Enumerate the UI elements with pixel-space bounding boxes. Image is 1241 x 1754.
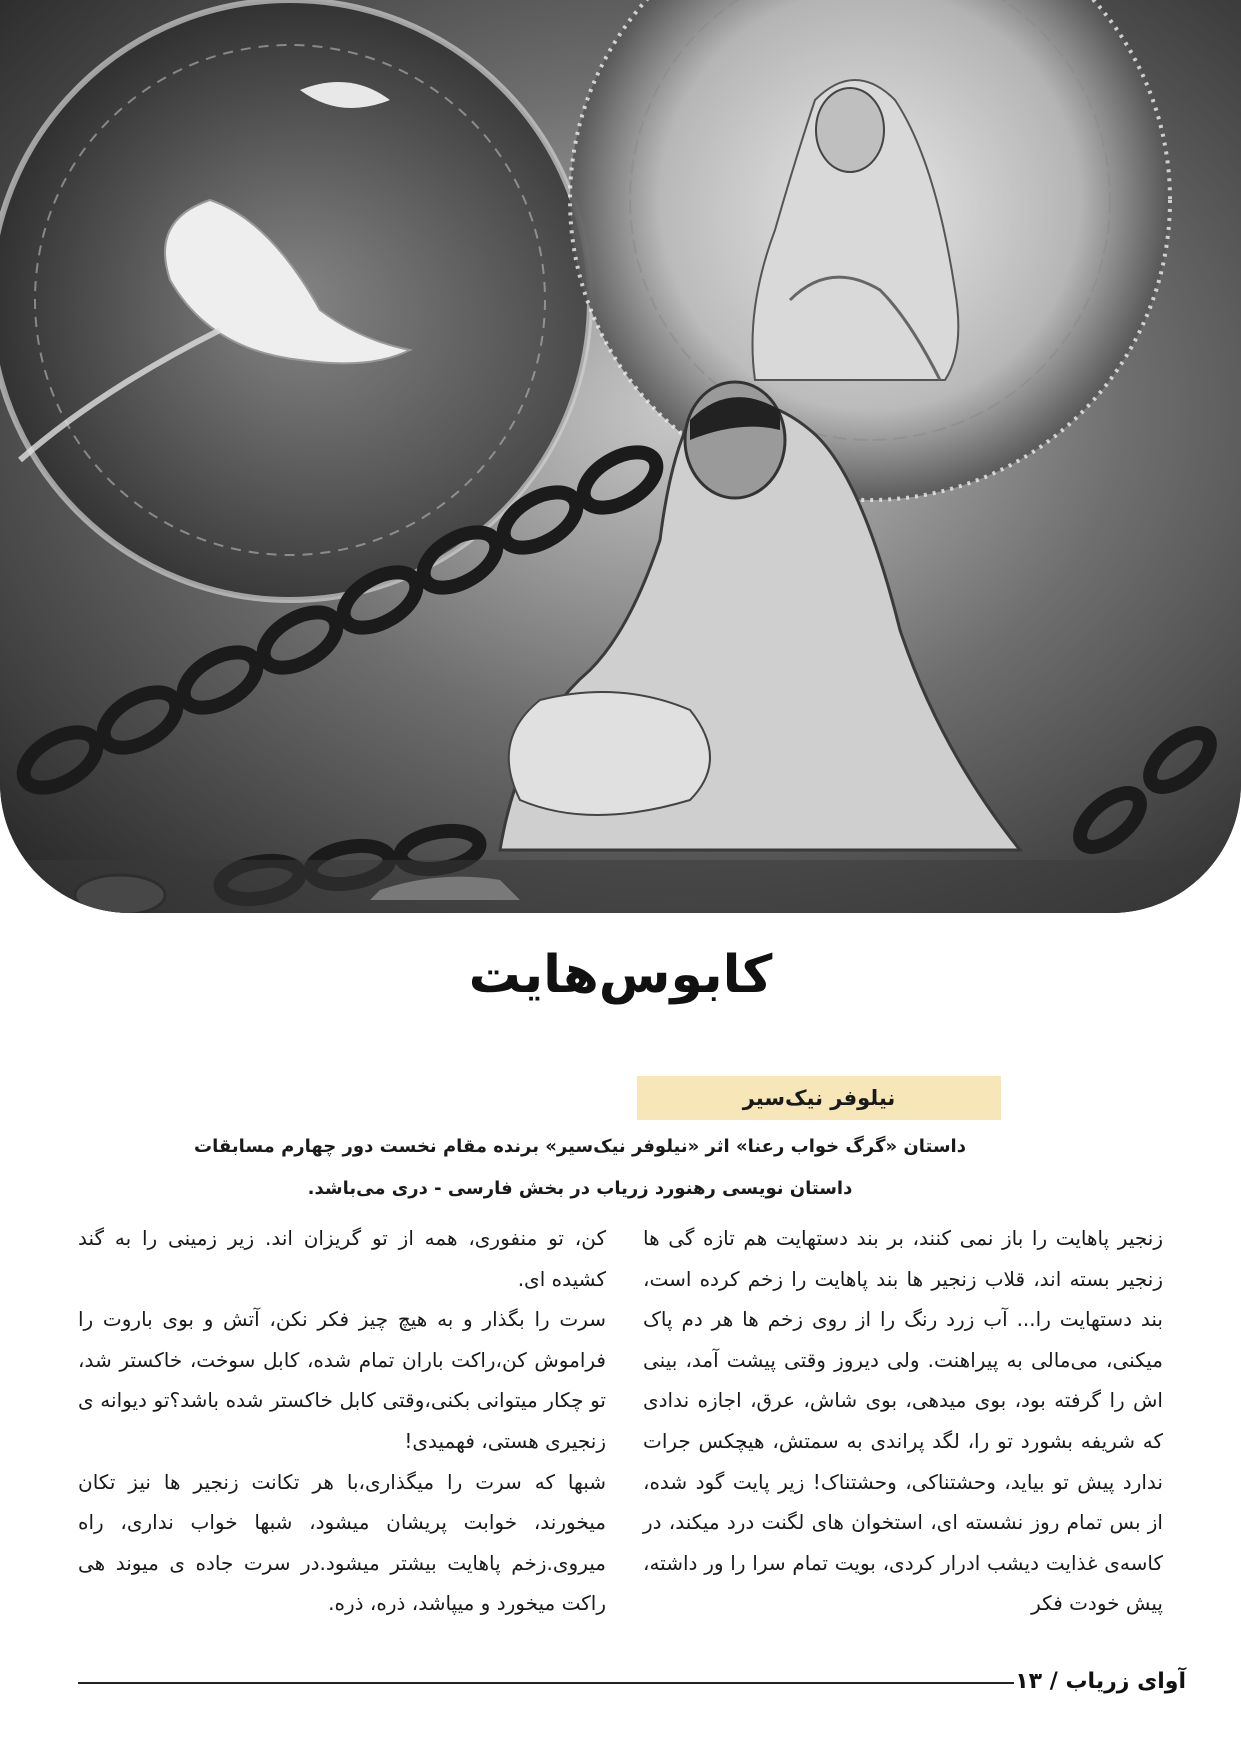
footer-page-label: آوای زریاب / ۱۳ [1015, 1669, 1186, 1694]
intro-line-1: داستان «گرگ خواب رعنا» اثر «نیلوفر نیک‌سیر» برنده مقام نخست دور چهارم مسابقات [194, 1136, 966, 1157]
article-intro [150, 1126, 1010, 1210]
body-column-left [78, 1218, 606, 1624]
page-footer [78, 1665, 1186, 1699]
body-paragraph: شبها که سرت را میگذاری،با هر تکانت زنجیر ها نیز تکان میخورند، خوابت پریشان میشود، شبها خواب نداری، راه میروی.زخم پاهایت بیشتر میشود.در سرت جاده ی میوند هی راکت میخورد و میپاشد، ذره، ذره. [78, 1469, 606, 1616]
footer-rule [78, 1682, 1014, 1684]
body-paragraph: کن، تو منفوری، همه از تو گریزان اند. زیر زمینی را به گند کشیده ای. [78, 1226, 606, 1291]
body-paragraph: سرت را بگذار و به هیچ چیز فکر نکن، آتش و بوی باروت را فراموش کن،راکت باران تمام شده، کابل سوخت، خاکستر شد، تو چکار میتوانی بکنی،وقتی کابل خاکستر شده باشد؟تو دیوانه ی زنجیری هستی، فهمیدی! [78, 1307, 606, 1453]
author-name: نیلوفر نیک‌سیر [637, 1076, 1001, 1120]
body-paragraph: زنجیر پاهایت را باز نمی کنند، بر بند دستهایت هم تازه گی ها زنجیر بسته اند، قلاب زنجیر ها بند پاهایت را زخم کرده است، بند دستهایت را... آب زرد رنگ را از روی زخم ها هر دم پاک میکنی، می‌مالی به پیراهنت. ولی دیروز وقتی پیشت آمد، بینی اش را گرفته بود، بوی میدهی، بوی شاش، عرق، اجازه ندادی که شریفه بشورد تو را، لگد پراندی به سمتش، هیچکس جرات ندارد پیش تو بیاید، وحشتناکی، وحشتناک! زیر پایت گود شده، از بس تمام روز نشسته ای، استخوان های لگنت درد میکند، در کاسه‌ی غذایت دیشب ادرار کردی، بویت تمام سرا را ور داشته، پیش خودت فکر [643, 1226, 1163, 1616]
article-title: کابوس‌هایت [468, 945, 773, 1005]
body-column-right [643, 1218, 1163, 1624]
intro-line-2: داستان نویسی رهنورد زریاب در بخش فارسی - دری می‌باشد. [307, 1178, 853, 1199]
